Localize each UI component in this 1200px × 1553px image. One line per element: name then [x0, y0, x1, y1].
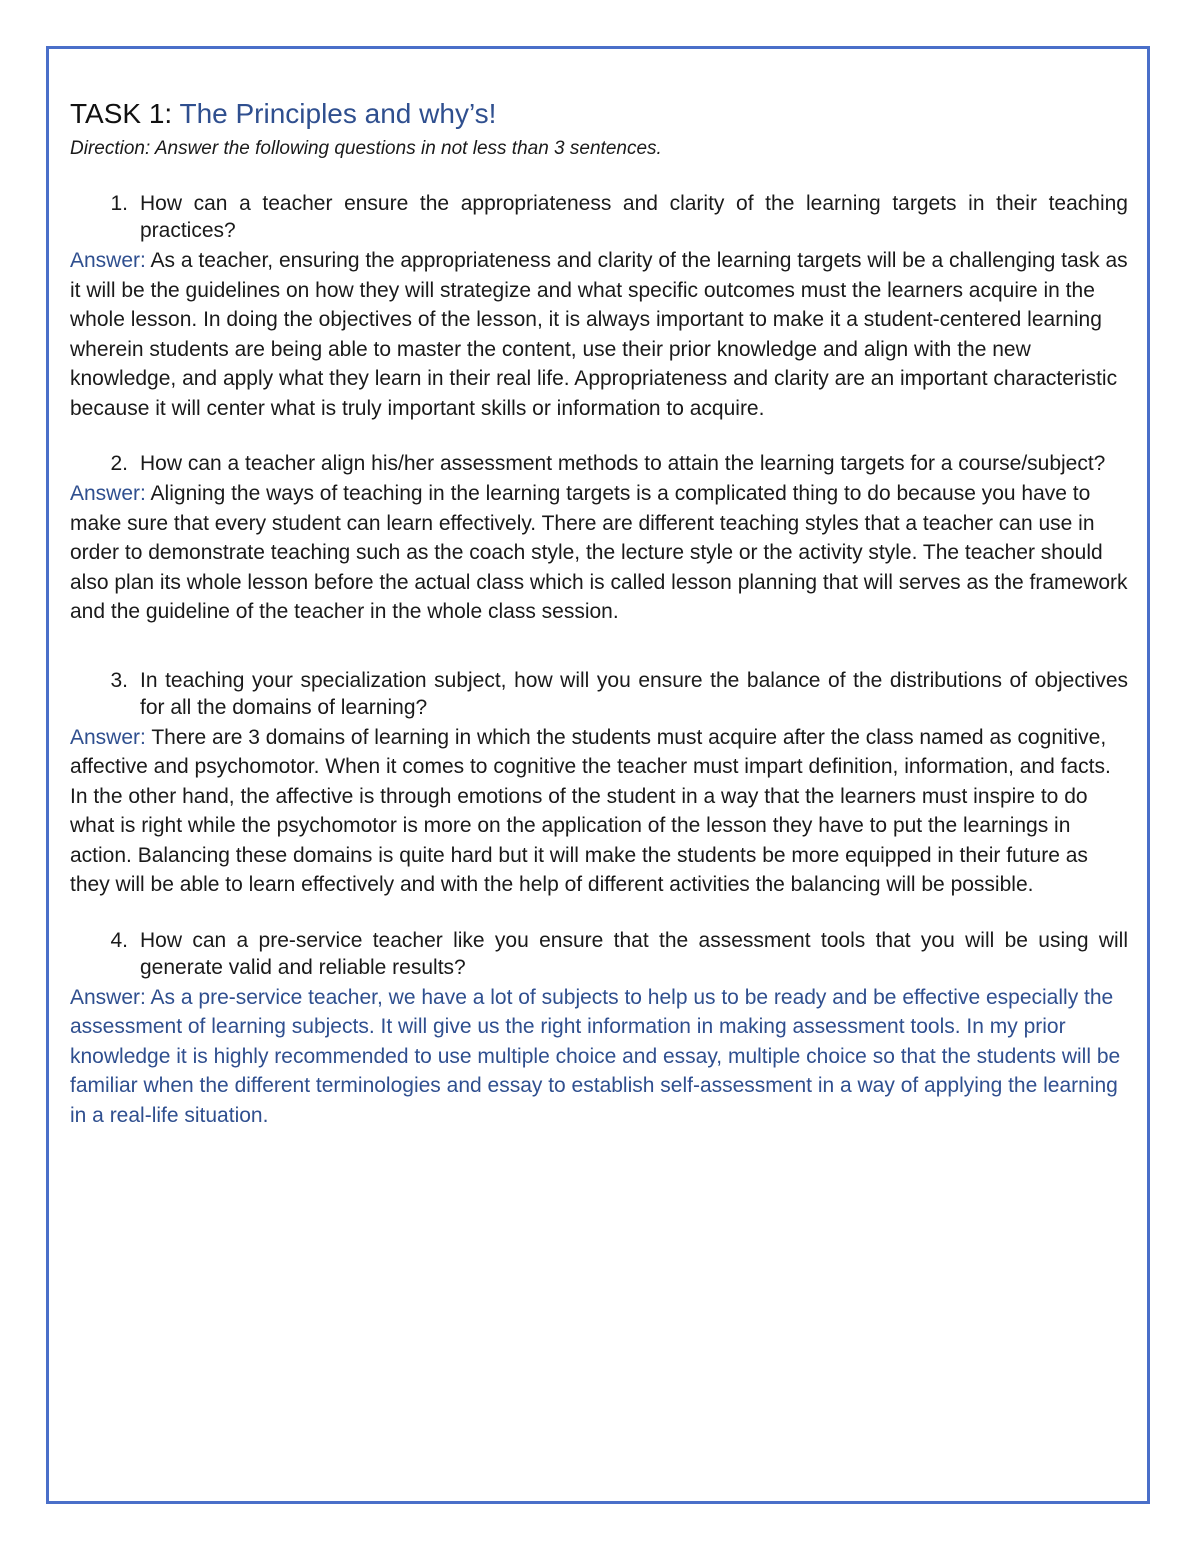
answer-label: Answer:: [70, 482, 146, 505]
answer-text: Aligning the ways of teaching in the learning targets is a complicated thing to do because you have to make sure that every student can learn effectively. There are different teaching styles that a teacher can use in order to demonstrate teaching such as the coach style, the lecture style or the activity style. The teacher should also plan its whole lesson before the actual class which is called lesson planning that will serves as the framework and the guideline of the teacher in the whole class session.: [70, 482, 1128, 623]
direction-text: Direction: Answer the following questions in not less than 3 sentences.: [70, 138, 662, 159]
question-item-1: [70, 190, 1130, 423]
question-item-2: [70, 450, 1130, 627]
question-item-3: [70, 667, 1130, 900]
answer-label: Answer:: [70, 985, 146, 1009]
answer-1: [70, 246, 1130, 423]
question-1: [70, 190, 1130, 244]
task-title-subtitle: The Principles and why’s!: [179, 98, 497, 129]
question-text: How can a pre-service teacher like you ensure that the assessment tools that you will be using will generate valid and reliable results?: [140, 928, 1128, 979]
question-3: [70, 667, 1130, 721]
question-number: 4.: [110, 928, 128, 952]
task-document: [70, 96, 1130, 1130]
answer-3: [70, 723, 1130, 900]
task-title-label: TASK 1:: [70, 98, 173, 129]
answer-2: [70, 479, 1130, 627]
question-4: [70, 927, 1130, 981]
answer-text: As a teacher, ensuring the appropriateness and clarity of the learning targets will be a challenging task as it will be the guidelines on how they will strategize and what specific outcomes must the learners acquire in the whole lesson. In doing the objectives of the lesson, it is always important to make it a student-centered learning wherein students are being able to master the content, use their prior knowledge and align with the new knowledge, and apply what they learn in their real life. Appropriateness and clarity are an important characteristic because it will center what is truly important skills or information to acquire.: [70, 249, 1128, 420]
task-title: [70, 96, 1130, 132]
question-item-4: [70, 927, 1130, 1131]
question-number: 2.: [110, 452, 128, 475]
answer-text: There are 3 domains of learning in which the students must acquire after the class named as cognitive, affective and psychomotor. When it comes to cognitive the teacher must impart definition, information, and facts. In the other hand, the affective is through emotions of the student in a way that the learners must inspire to do what is right while the psychomotor is more on the application of the lesson they have to put the learnings in action. Balancing these domains is quite hard but it will make the students be more equipped in their future as they will be able to learn effectively and with the help of different activities the balancing will be possible.: [70, 725, 1111, 896]
question-number: 1.: [110, 192, 128, 215]
question-number: 3.: [110, 668, 128, 692]
question-2: [70, 450, 1130, 477]
answer-4: [70, 983, 1130, 1131]
question-text: How can a teacher ensure the appropriateness and clarity of the learning targets in their teaching practices?: [140, 192, 1128, 242]
answer-label: Answer:: [70, 725, 146, 749]
question-text: In teaching your specialization subject, how will you ensure the balance of the distributions of objectives for all the domains of learning?: [140, 668, 1128, 719]
answer-text: As a pre-service teacher, we have a lot of subjects to help us to be ready and be effective especially the assessment of learning subjects. It will give us the right information in making assessment tools. In my prior knowledge it is highly recommended to use multiple choice and essay, multiple choice so that the students will be familiar when the different terminologies and essay to establish self-assessment in a way of applying the learning in a real-life situation.: [70, 985, 1121, 1127]
question-text: How can a teacher align his/her assessment methods to attain the learning targets for a course/subject?: [140, 452, 1106, 475]
answer-label: Answer:: [70, 249, 146, 272]
